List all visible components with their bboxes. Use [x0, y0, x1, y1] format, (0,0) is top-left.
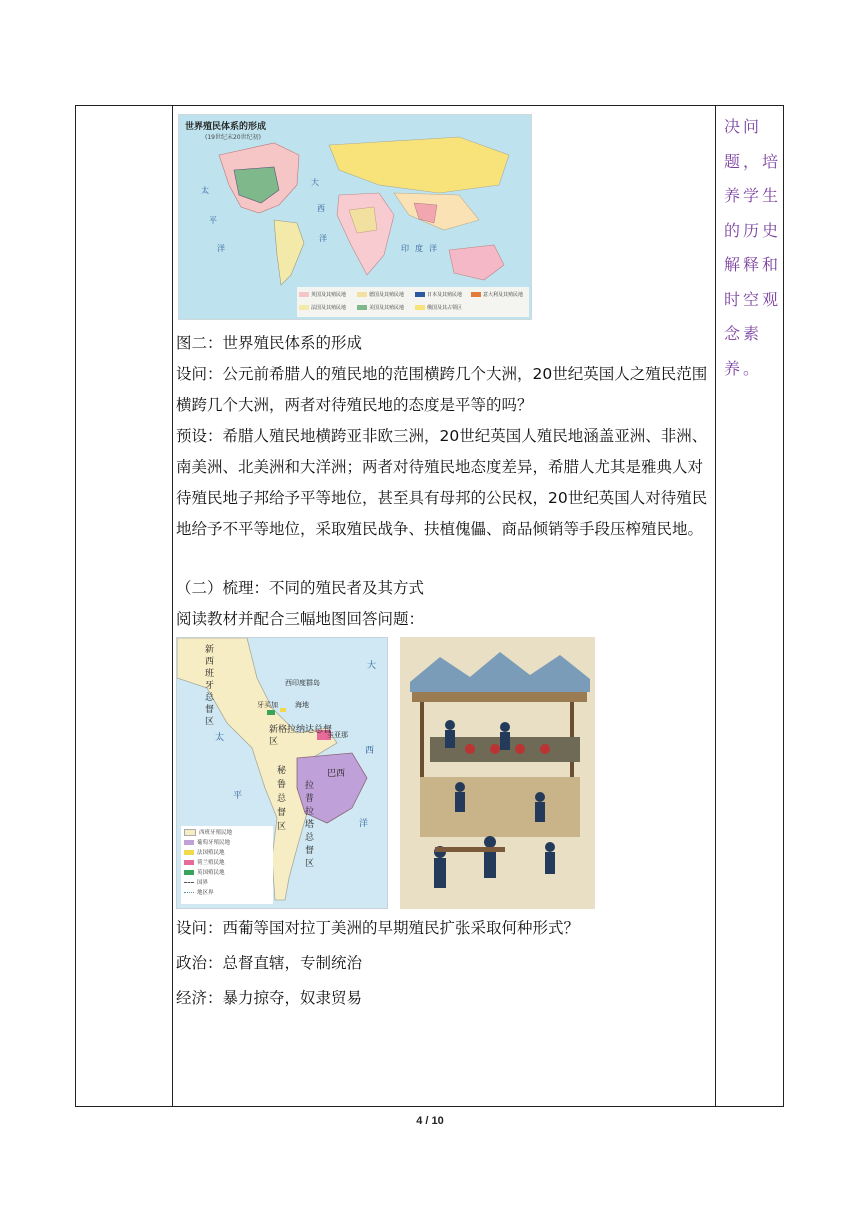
legend-item: 德国及其殖民地: [369, 292, 405, 298]
region-label: 西印度群岛: [285, 679, 320, 687]
region-label: 海地: [295, 701, 309, 709]
plantation-painting: [400, 637, 595, 909]
instruction-text: 阅读教材并配合三幅地图回答问题：: [176, 610, 425, 628]
legend-item: 美国及其殖民地: [369, 305, 405, 311]
region-label: 巴西: [327, 769, 346, 779]
ocean-label: 平: [233, 791, 243, 801]
content-cell: [176, 112, 708, 1014]
legend-item: 日本及其殖民地: [427, 292, 463, 298]
ocean-label: 洋: [359, 819, 369, 829]
question-paragraph: 设问：公元前希腊人的殖民地的范围横跨几个大洲，20世纪英国人之殖民范围横跨几个大洲，两者对待殖民地的态度是平等的吗？: [176, 365, 708, 414]
legend-item: 英国及其殖民地: [311, 292, 347, 298]
legend-item: 葡萄牙殖民地: [197, 840, 231, 846]
region-label: 新西班牙总督区: [205, 645, 215, 727]
politics-answer: 政治：总督直辖，专制统治: [176, 954, 363, 972]
ocean-label: 大: [367, 661, 377, 671]
legend-item: 国界: [197, 880, 209, 886]
page-number: 4 / 10: [416, 1115, 444, 1127]
objective-cell-text: 决问题，培养学生的历史解释和时空观念素养。: [724, 117, 782, 378]
region-label: 新格拉纳达总督区: [269, 725, 333, 747]
world-colonial-map: [178, 114, 532, 320]
latin-america-map: [176, 637, 388, 909]
region-label: 圭亚那: [327, 731, 348, 739]
plantation-painting-graphic: [400, 637, 595, 909]
lesson-table: [75, 105, 784, 1107]
question-paragraph: 设问：西葡等国对拉丁美洲的早期殖民扩张采取何种形式？: [176, 919, 580, 937]
legend-item: 法国及其殖民地: [311, 305, 347, 311]
legend-item: 西班牙殖民地: [199, 830, 233, 836]
map-subtitle: (19世纪末20世纪初): [205, 134, 261, 141]
column-divider: [172, 106, 173, 1106]
ocean-label: 洋: [429, 244, 437, 253]
ocean-label: 西: [317, 204, 325, 213]
ocean-label: 度: [415, 244, 423, 253]
legend-item: 荷兰殖民地: [197, 860, 225, 866]
region-label: 牙买加: [257, 701, 278, 709]
legend-item: 英国殖民地: [197, 870, 225, 876]
region-label: 拉普拉塔总督区: [305, 781, 315, 869]
ocean-label: 印: [401, 244, 409, 253]
map-legend: [297, 287, 529, 317]
ocean-label: 西: [365, 746, 375, 756]
ocean-label: 太: [201, 186, 209, 195]
answer-paragraph: 预设：希腊人殖民地横跨亚非欧三洲，20世纪英国人殖民地涵盖亚洲、非洲、南美洲、北美洲和大洋洲；两者对待殖民地态度差异，希腊人尤其是雅典人对待殖民地子邦给予平等地位，甚至具有母邦的公民权，20世纪英国人对待殖民地给予不平等地位，采取殖民战争、扶植傀儡、商品倾销等手段压榨殖民地。: [176, 427, 708, 538]
region-label: 秘鲁总督区: [277, 766, 287, 832]
ocean-label: 洋: [319, 234, 327, 243]
ocean-label: 大: [311, 178, 319, 187]
map-legend: [181, 826, 273, 904]
economy-answer: 经济：暴力掠夺，奴隶贸易: [176, 989, 363, 1007]
legend-item: 法国殖民地: [197, 850, 225, 856]
figure-caption: 图二：世界殖民体系的形成: [176, 334, 363, 352]
ocean-label: 平: [209, 216, 217, 225]
ocean-label: 太: [215, 733, 225, 743]
legend-item: 地区界: [197, 890, 214, 896]
map-title: 世界殖民体系的形成: [185, 122, 267, 132]
legend-item: 俄国及其占领区: [427, 305, 463, 311]
ocean-label: 洋: [217, 244, 225, 253]
section-heading: （二）梳理：不同的殖民者及其方式: [176, 579, 425, 597]
figure-row: [176, 637, 708, 909]
column-divider: [715, 106, 716, 1106]
legend-item: 意大利及其殖民地: [483, 292, 524, 298]
